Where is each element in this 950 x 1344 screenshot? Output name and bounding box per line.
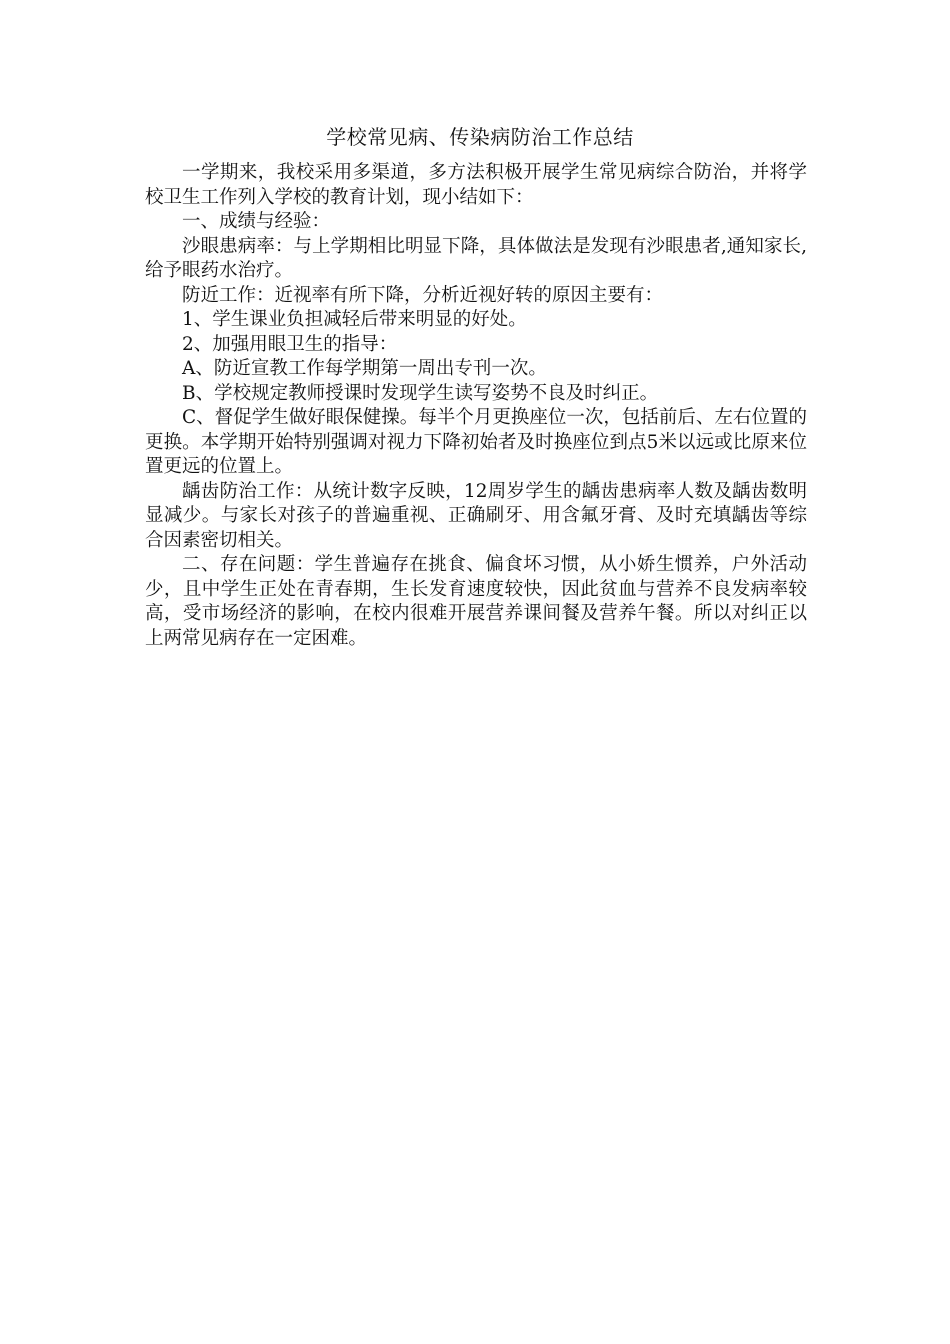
document-title: 学校常见病、传染病防治工作总结 [326,125,634,149]
list-item-1: 1、学生课业负担减轻后带来明显的好处。 [182,309,527,330]
list-item-c: C、督促学生做好眼保健操。每半个月更换座位一次，包括前后、左右位置的更换。本学期开始特别强调对视力下降初始者及时换座位到点5米以远或比原来位置更远的位置上。 [145,407,807,477]
paragraph-problems: 二、存在问题：学生普遍存在挑食、偏食坏习惯，从小娇生惯养，户外活动少，且中学生正处在青春期，生长发育速度较快，因此贫血与营养不良发病率较高，受市场经济的影响，在校内很难开展营养课间餐及营养午餐。所以对纠正以上两常见病存在一定困难。 [145,554,807,649]
section-heading-achievements: 一、成绩与经验： [182,211,331,232]
list-item-b: B、学校规定教师授课时发现学生读写姿势不良及时纠正。 [182,382,659,404]
list-item-2: 2、加强用眼卫生的指导： [182,333,398,355]
paragraph-trachoma: 沙眼患病率：与上学期相比明显下降，具体做法是发现有沙眼患者,通知家长,给予眼药水治疗。 [145,235,807,281]
paragraph-myopia-prevention: 防近工作：近视率有所下降，分析近视好转的原因主要有： [182,284,664,306]
paragraph-dental-caries: 龋齿防治工作：从统计数字反映，12周岁学生的龋齿患病率人数及龋齿数明显减少。与家长对孩子的普遍重视、正确刷牙、用含氟牙膏、及时充填龋齿等综合因素密切相关。 [145,480,807,551]
paragraph-intro: 一学期来，我校采用多渠道，多方法积极开展学生常见病综合防治，并将学校卫生工作列入学校的教育计划，现小结如下： [145,162,807,208]
document-body [145,161,807,651]
list-item-a: A、防近宣教工作每学期第一周出专刊一次。 [182,358,547,379]
